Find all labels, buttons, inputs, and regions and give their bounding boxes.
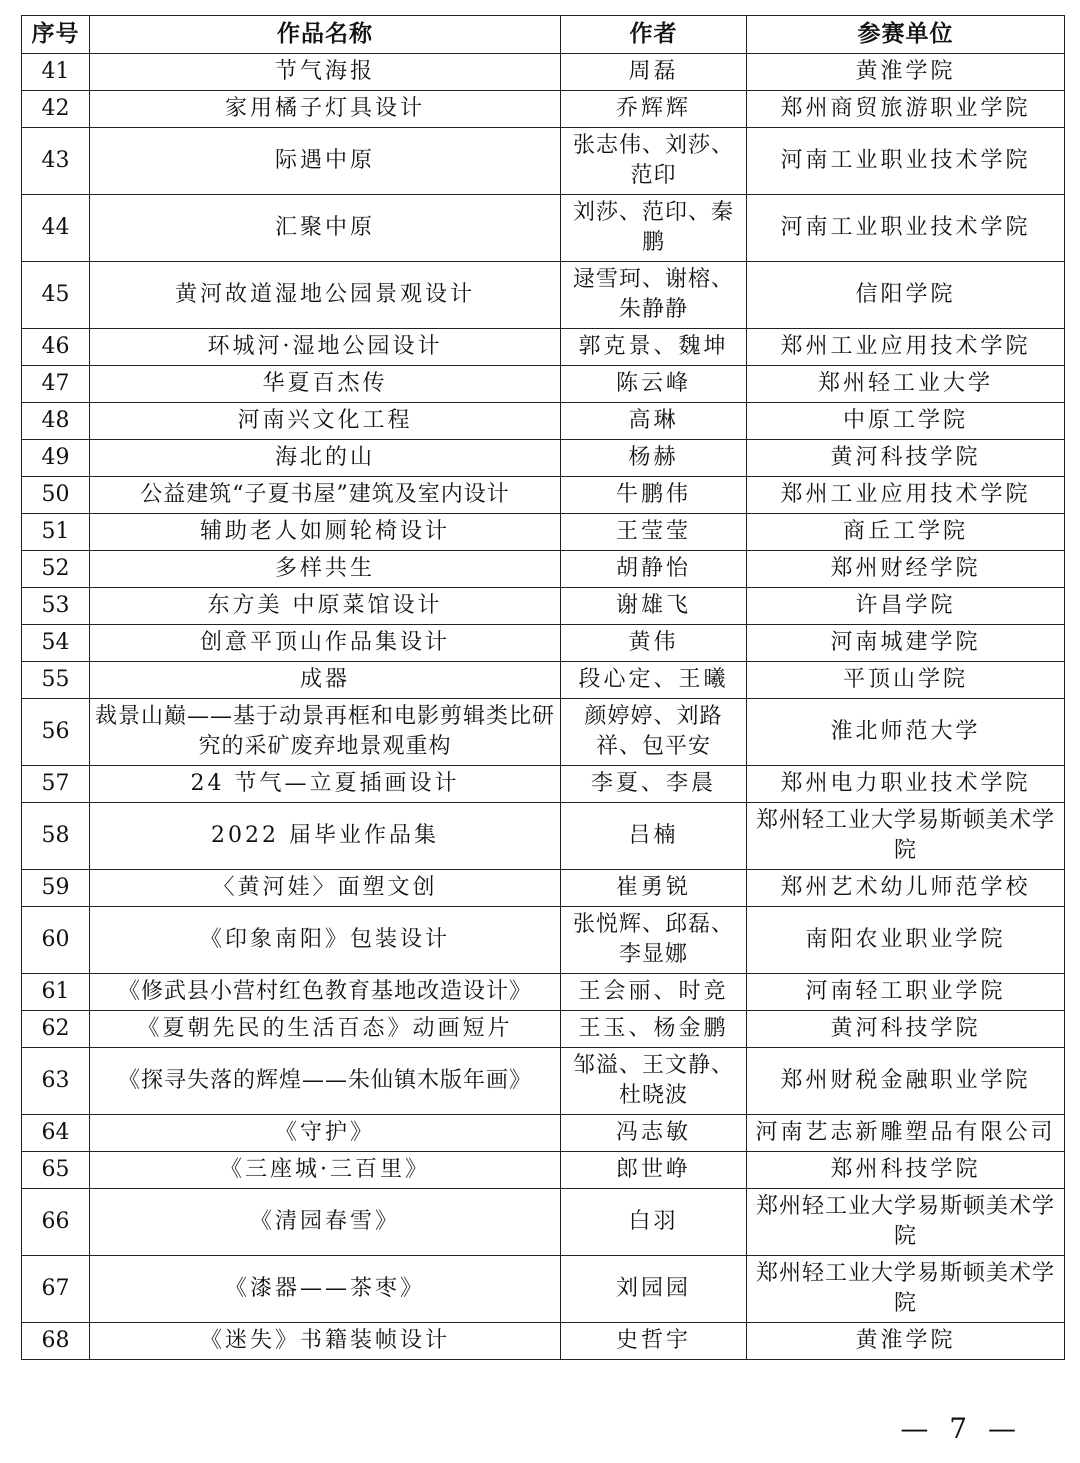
cell-serial: 42 — [22, 91, 90, 128]
awards-table — [21, 15, 1065, 1360]
header-title: 作品名称 — [90, 16, 561, 54]
cell-unit: 河南城建学院 — [747, 625, 1065, 662]
cell-unit: 郑州轻工业大学 — [747, 366, 1065, 403]
cell-serial: 58 — [22, 803, 90, 870]
cell-title: 24 节气—立夏插画设计 — [90, 766, 561, 803]
table-row — [22, 1152, 1065, 1189]
cell-unit: 郑州商贸旅游职业学院 — [747, 91, 1065, 128]
table-row — [22, 1011, 1065, 1048]
cell-title: 〈黄河娃〉面塑文创 — [90, 870, 561, 907]
table-row — [22, 91, 1065, 128]
cell-unit: 河南工业职业技术学院 — [747, 195, 1065, 262]
cell-serial: 67 — [22, 1256, 90, 1323]
cell-unit: 黄河科技学院 — [747, 1011, 1065, 1048]
cell-serial: 41 — [22, 54, 90, 91]
table-row — [22, 625, 1065, 662]
cell-serial: 54 — [22, 625, 90, 662]
cell-serial: 57 — [22, 766, 90, 803]
cell-unit: 中原工学院 — [747, 403, 1065, 440]
table-row — [22, 551, 1065, 588]
cell-author: 王莹莹 — [561, 514, 747, 551]
cell-title: 河南兴文化工程 — [90, 403, 561, 440]
cell-serial: 43 — [22, 128, 90, 195]
table-row — [22, 1256, 1065, 1323]
cell-author: 乔辉辉 — [561, 91, 747, 128]
cell-serial: 66 — [22, 1189, 90, 1256]
cell-author: 郭克景、魏坤 — [561, 329, 747, 366]
cell-serial: 59 — [22, 870, 90, 907]
cell-author: 史哲宇 — [561, 1323, 747, 1360]
table-row — [22, 329, 1065, 366]
table-row — [22, 477, 1065, 514]
cell-title: 《迷失》书籍装帧设计 — [90, 1323, 561, 1360]
cell-title: 环城河·湿地公园设计 — [90, 329, 561, 366]
cell-author: 张悦辉、邱磊、李显娜 — [561, 907, 747, 974]
cell-title: 家用橘子灯具设计 — [90, 91, 561, 128]
cell-title: 《探寻失落的辉煌——朱仙镇木版年画》 — [90, 1048, 561, 1115]
cell-unit: 黄淮学院 — [747, 54, 1065, 91]
cell-author: 刘莎、范印、秦鹏 — [561, 195, 747, 262]
table-row — [22, 128, 1065, 195]
cell-unit: 商丘工学院 — [747, 514, 1065, 551]
table-row — [22, 1115, 1065, 1152]
cell-serial: 52 — [22, 551, 90, 588]
cell-author: 颜婷婷、刘路祥、包平安 — [561, 699, 747, 766]
table-row — [22, 588, 1065, 625]
cell-title: 《三座城·三百里》 — [90, 1152, 561, 1189]
cell-title: 《夏朝先民的生活百态》动画短片 — [90, 1011, 561, 1048]
table-row — [22, 514, 1065, 551]
cell-title: 《漆器——茶枣》 — [90, 1256, 561, 1323]
table-row — [22, 366, 1065, 403]
table-row — [22, 1189, 1065, 1256]
cell-unit: 平顶山学院 — [747, 662, 1065, 699]
header-serial: 序号 — [22, 16, 90, 54]
cell-unit: 黄淮学院 — [747, 1323, 1065, 1360]
cell-title: 成器 — [90, 662, 561, 699]
table-row — [22, 662, 1065, 699]
cell-author: 杨赫 — [561, 440, 747, 477]
cell-unit: 郑州财税金融职业学院 — [747, 1048, 1065, 1115]
cell-author: 刘园园 — [561, 1256, 747, 1323]
page-number: — 7 — — [900, 1412, 1022, 1445]
cell-author: 王会丽、时竞 — [561, 974, 747, 1011]
table-row — [22, 1323, 1065, 1360]
cell-author: 牛鹏伟 — [561, 477, 747, 514]
cell-serial: 45 — [22, 262, 90, 329]
cell-title: 东方美 中原菜馆设计 — [90, 588, 561, 625]
cell-author: 郎世峥 — [561, 1152, 747, 1189]
cell-serial: 46 — [22, 329, 90, 366]
cell-title: 创意平顶山作品集设计 — [90, 625, 561, 662]
table-row — [22, 403, 1065, 440]
table-header-row — [22, 16, 1065, 54]
cell-title: 2022 届毕业作品集 — [90, 803, 561, 870]
cell-unit: 许昌学院 — [747, 588, 1065, 625]
cell-title: 《印象南阳》包装设计 — [90, 907, 561, 974]
cell-unit: 黄河科技学院 — [747, 440, 1065, 477]
cell-serial: 50 — [22, 477, 90, 514]
cell-author: 陈云峰 — [561, 366, 747, 403]
cell-serial: 51 — [22, 514, 90, 551]
header-unit: 参赛单位 — [747, 16, 1065, 54]
cell-author: 周磊 — [561, 54, 747, 91]
cell-unit: 河南艺志新雕塑品有限公司 — [747, 1115, 1065, 1152]
cell-title: 辅助老人如厕轮椅设计 — [90, 514, 561, 551]
cell-title: 公益建筑“子夏书屋”建筑及室内设计 — [90, 477, 561, 514]
cell-serial: 48 — [22, 403, 90, 440]
cell-author: 邹溢、王文静、杜晓波 — [561, 1048, 747, 1115]
cell-serial: 56 — [22, 699, 90, 766]
cell-unit: 郑州工业应用技术学院 — [747, 477, 1065, 514]
cell-serial: 68 — [22, 1323, 90, 1360]
cell-title: 多样共生 — [90, 551, 561, 588]
cell-author: 吕楠 — [561, 803, 747, 870]
cell-serial: 65 — [22, 1152, 90, 1189]
cell-title: 华夏百杰传 — [90, 366, 561, 403]
cell-serial: 47 — [22, 366, 90, 403]
table-row — [22, 262, 1065, 329]
cell-title: 裁景山巅——基于动景再框和电影剪辑类比研究的采矿废弃地景观重构 — [90, 699, 561, 766]
cell-serial: 44 — [22, 195, 90, 262]
cell-unit: 郑州财经学院 — [747, 551, 1065, 588]
cell-author: 高琳 — [561, 403, 747, 440]
cell-unit: 郑州电力职业技术学院 — [747, 766, 1065, 803]
cell-unit: 信阳学院 — [747, 262, 1065, 329]
cell-author: 崔勇锐 — [561, 870, 747, 907]
cell-unit: 郑州工业应用技术学院 — [747, 329, 1065, 366]
cell-serial: 49 — [22, 440, 90, 477]
cell-serial: 64 — [22, 1115, 90, 1152]
table-row — [22, 699, 1065, 766]
cell-unit: 河南轻工职业学院 — [747, 974, 1065, 1011]
cell-serial: 60 — [22, 907, 90, 974]
cell-author: 冯志敏 — [561, 1115, 747, 1152]
cell-author: 段心定、王曦 — [561, 662, 747, 699]
cell-unit: 郑州科技学院 — [747, 1152, 1065, 1189]
cell-unit: 淮北师范大学 — [747, 699, 1065, 766]
cell-author: 王玉、杨金鹏 — [561, 1011, 747, 1048]
cell-unit: 郑州艺术幼儿师范学校 — [747, 870, 1065, 907]
cell-unit: 南阳农业职业学院 — [747, 907, 1065, 974]
table-row — [22, 54, 1065, 91]
table-row — [22, 803, 1065, 870]
header-author: 作者 — [561, 16, 747, 54]
cell-title: 《清园春雪》 — [90, 1189, 561, 1256]
cell-author: 张志伟、刘莎、范印 — [561, 128, 747, 195]
table-row — [22, 974, 1065, 1011]
cell-title: 海北的山 — [90, 440, 561, 477]
cell-unit: 郑州轻工业大学易斯顿美术学院 — [747, 1256, 1065, 1323]
cell-title: 黄河故道湿地公园景观设计 — [90, 262, 561, 329]
cell-title: 《守护》 — [90, 1115, 561, 1152]
cell-serial: 62 — [22, 1011, 90, 1048]
cell-title: 《修武县小营村红色教育基地改造设计》 — [90, 974, 561, 1011]
cell-author: 胡静怡 — [561, 551, 747, 588]
table-row — [22, 1048, 1065, 1115]
cell-author: 黄伟 — [561, 625, 747, 662]
cell-serial: 61 — [22, 974, 90, 1011]
cell-author: 逯雪珂、谢榕、朱静静 — [561, 262, 747, 329]
table-row — [22, 766, 1065, 803]
cell-title: 际遇中原 — [90, 128, 561, 195]
cell-title: 汇聚中原 — [90, 195, 561, 262]
cell-unit: 郑州轻工业大学易斯顿美术学院 — [747, 1189, 1065, 1256]
cell-unit: 郑州轻工业大学易斯顿美术学院 — [747, 803, 1065, 870]
cell-serial: 63 — [22, 1048, 90, 1115]
cell-author: 谢雄飞 — [561, 588, 747, 625]
cell-unit: 河南工业职业技术学院 — [747, 128, 1065, 195]
table-row — [22, 907, 1065, 974]
cell-author: 李夏、李晨 — [561, 766, 747, 803]
cell-author: 白羽 — [561, 1189, 747, 1256]
cell-serial: 55 — [22, 662, 90, 699]
table-row — [22, 440, 1065, 477]
table-row — [22, 195, 1065, 262]
cell-serial: 53 — [22, 588, 90, 625]
table-body — [22, 54, 1065, 1360]
cell-title: 节气海报 — [90, 54, 561, 91]
table-row — [22, 870, 1065, 907]
